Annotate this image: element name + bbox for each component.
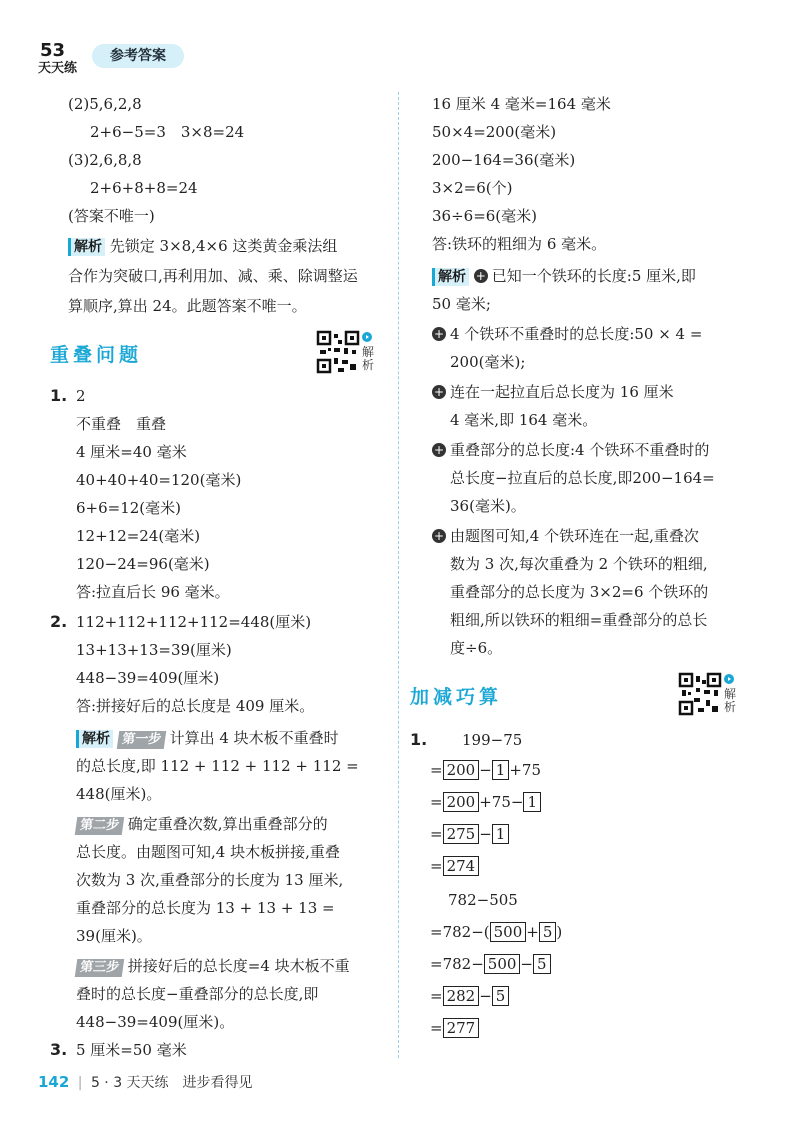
- analysis-text: 拼接好后的总长度=4 块木板不重: [127, 957, 350, 975]
- analysis-text: 200(毫米);: [450, 353, 526, 371]
- text-line: 答:铁环的粗细为 6 毫米。: [432, 235, 607, 253]
- answer-box: 5: [539, 922, 557, 942]
- analysis-text: 连在一起拉直后总长度为 16 厘米: [450, 383, 674, 401]
- answer-box: 1: [492, 760, 510, 780]
- answer-box: 275: [443, 824, 480, 844]
- calc-text: =: [430, 793, 443, 811]
- calc-text: =: [430, 825, 443, 843]
- calc-text: −: [479, 825, 492, 843]
- analysis-text: 叠时的总长度−重叠部分的总长度,即: [76, 985, 319, 1003]
- section-title-addsub: 加减巧算: [410, 686, 503, 708]
- plus-circle-icon: +: [433, 443, 445, 457]
- analysis-text: 由题图可知,4 个铁环连在一起,重叠次: [450, 527, 699, 545]
- svg-text:53: 53: [40, 40, 66, 61]
- answer-box: 274: [443, 856, 480, 876]
- analysis-text: 4 毫米,即 164 毫米。: [450, 411, 598, 429]
- analysis-text: 39(厘米)。: [76, 927, 152, 945]
- bullet-line: [432, 440, 709, 460]
- play-icon: [724, 674, 734, 684]
- answer-box: 200: [443, 792, 480, 812]
- step-tag: 第一步: [117, 731, 167, 749]
- text-line: 4 厘米=40 毫米: [76, 443, 187, 461]
- text-line: 112+112+112+112=448(厘米): [76, 613, 312, 631]
- calc-text: ): [556, 923, 563, 941]
- text-line: 不重叠 重叠: [76, 415, 167, 433]
- calc-text: −: [520, 955, 533, 973]
- analysis-text: 数为 3 次,每次重叠为 2 个铁环的粗细,: [450, 555, 708, 573]
- answer-box: 282: [443, 986, 480, 1006]
- calc-text: =: [430, 987, 443, 1005]
- calc-text: =: [430, 857, 443, 875]
- header-title: 参考答案: [92, 44, 184, 68]
- page-footer: [38, 1072, 253, 1092]
- analysis-text: 重叠部分的总长度为 3×2=6 个铁环的: [450, 583, 709, 601]
- calc-line: 199−75: [462, 731, 523, 749]
- calc-line: [430, 760, 541, 780]
- text-line: (2)5,6,2,8: [68, 95, 142, 113]
- calc-text: +75: [509, 761, 541, 779]
- analysis-line: [68, 236, 337, 256]
- brand-logo: [38, 36, 98, 76]
- svg-text:天天练: 天天练: [38, 61, 78, 76]
- calc-line: [430, 1018, 479, 1038]
- text-line: 16 厘米 4 毫米=164 毫米: [432, 95, 611, 113]
- answer-box: 500: [484, 954, 521, 974]
- calc-text: =782−(: [430, 923, 490, 941]
- calc-line: [430, 922, 562, 942]
- plus-circle-icon: +: [433, 529, 445, 543]
- question-number: 1.: [410, 730, 428, 749]
- analysis-text: 确定重叠次数,算出重叠部分的: [127, 815, 328, 833]
- step-tag: 第二步: [75, 817, 125, 835]
- analysis-text: 36(毫米)。: [450, 497, 526, 515]
- calc-line: [430, 856, 479, 876]
- step-tag: 第三步: [75, 959, 125, 977]
- text-line: 答:拉直后长 96 毫米。: [76, 583, 230, 601]
- answer-box: 200: [443, 760, 480, 780]
- answer-box: 5: [492, 986, 510, 1006]
- text-line: 2+6+8+8=24: [90, 179, 198, 197]
- qr-code-icon[interactable]: [678, 672, 722, 716]
- qr-code-icon[interactable]: [316, 330, 360, 374]
- analysis-text: 度÷6。: [450, 639, 503, 657]
- qr-label: 解析: [723, 687, 736, 714]
- calc-line: [430, 954, 551, 974]
- analysis-text: 先锁定 3×8,4×6 这类黄金乘法组: [109, 237, 338, 255]
- analysis-tag: 解析: [76, 730, 113, 748]
- calc-line: 782−505: [448, 891, 518, 909]
- analysis-text: 50 毫米;: [432, 295, 491, 313]
- calc-text: =: [430, 761, 443, 779]
- analysis-line: [76, 728, 339, 749]
- text-line: (3)2,6,8,8: [68, 151, 142, 169]
- analysis-text: 已知一个铁环的长度:5 厘米,即: [491, 267, 696, 285]
- footer-brand: 5 · 3 天天练 进步看得见: [90, 1075, 253, 1091]
- text-line: 40+40+40=120(毫米): [76, 471, 242, 489]
- play-icon: [362, 332, 372, 342]
- answer-box: 1: [523, 792, 541, 812]
- analysis-text: 次数为 3 次,重叠部分的长度为 13 厘米,: [76, 871, 344, 889]
- question-number: 3.: [50, 1040, 68, 1059]
- bullet-line: [432, 324, 702, 344]
- answer-box: 277: [443, 1018, 480, 1038]
- answer-box: 1: [492, 824, 510, 844]
- analysis-text: 重叠部分的总长度:4 个铁环不重叠时的: [450, 441, 710, 459]
- calc-text: =782−: [430, 955, 484, 973]
- calc-text: −: [479, 761, 492, 779]
- bullet-line: [432, 382, 674, 402]
- analysis-text: 总长度−拉直后的总长度,即200−164=: [450, 469, 715, 487]
- text-line: 6+6=12(毫米): [76, 499, 182, 517]
- text-line: 200−164=36(毫米): [432, 151, 576, 169]
- analysis-line: [432, 266, 696, 286]
- text-line: 2: [76, 387, 86, 405]
- calc-line: [430, 792, 541, 812]
- column-divider: [398, 92, 399, 1058]
- analysis-text: 总长度。由题图可知,4 块木板拼接,重叠: [76, 843, 340, 861]
- calc-line: [430, 986, 509, 1006]
- footer-separator: |: [77, 1075, 83, 1091]
- analysis-text: 的总长度,即 112 + 112 + 112 + 112 =: [76, 757, 359, 775]
- analysis-text: 粗细,所以铁环的粗细=重叠部分的总长: [450, 611, 708, 629]
- analysis-text: 448−39=409(厘米)。: [76, 1013, 235, 1031]
- plus-circle-icon: +: [475, 269, 486, 283]
- analysis-text: 计算出 4 块木板不重叠时: [169, 729, 339, 747]
- calc-line: [430, 824, 509, 844]
- calc-text: +: [526, 923, 539, 941]
- bullet-line: [432, 526, 699, 546]
- calc-text: =: [430, 1019, 443, 1037]
- text-line: 448−39=409(厘米): [76, 669, 220, 687]
- analysis-tag: 解析: [68, 238, 105, 256]
- answer-box: 5: [533, 954, 551, 974]
- calc-text: +75−: [479, 793, 524, 811]
- text-line: 13+13+13=39(厘米): [76, 641, 232, 659]
- analysis-text: 4 个铁环不重叠时的总长度:50 × 4 =: [450, 325, 703, 343]
- text-line: 36÷6=6(毫米): [432, 207, 538, 225]
- text-line: 答:拼接好后的总长度是 409 厘米。: [76, 697, 315, 715]
- text-line: 3×2=6(个): [432, 179, 513, 197]
- text-line: 12+12=24(毫米): [76, 527, 201, 545]
- analysis-line: [76, 956, 350, 977]
- analysis-tag: 解析: [432, 268, 469, 286]
- analysis-text: 算顺序,算出 24。此题答案不唯一。: [68, 297, 307, 315]
- plus-circle-icon: +: [433, 327, 445, 341]
- text-line: 2+6−5=3 3×8=24: [90, 123, 245, 141]
- page-number: 142: [38, 1073, 70, 1091]
- analysis-text: 重叠部分的总长度为 13 + 13 + 13 =: [76, 899, 335, 917]
- text-line: 120−24=96(毫米): [76, 555, 210, 573]
- analysis-text: 合作为突破口,再利用加、减、乘、除调整运: [68, 267, 358, 285]
- section-title-overlap: 重叠问题: [50, 344, 143, 366]
- text-line: 50×4=200(毫米): [432, 123, 557, 141]
- question-number: 1.: [50, 386, 68, 405]
- text-line: (答案不唯一): [68, 207, 155, 225]
- analysis-text: 448(厘米)。: [76, 785, 162, 803]
- plus-circle-icon: +: [433, 385, 445, 399]
- qr-label: 解析: [361, 345, 374, 372]
- text-line: 5 厘米=50 毫米: [76, 1041, 187, 1059]
- analysis-line: [76, 814, 328, 835]
- question-number: 2.: [50, 612, 68, 631]
- calc-text: −: [479, 987, 492, 1005]
- answer-box: 500: [490, 922, 527, 942]
